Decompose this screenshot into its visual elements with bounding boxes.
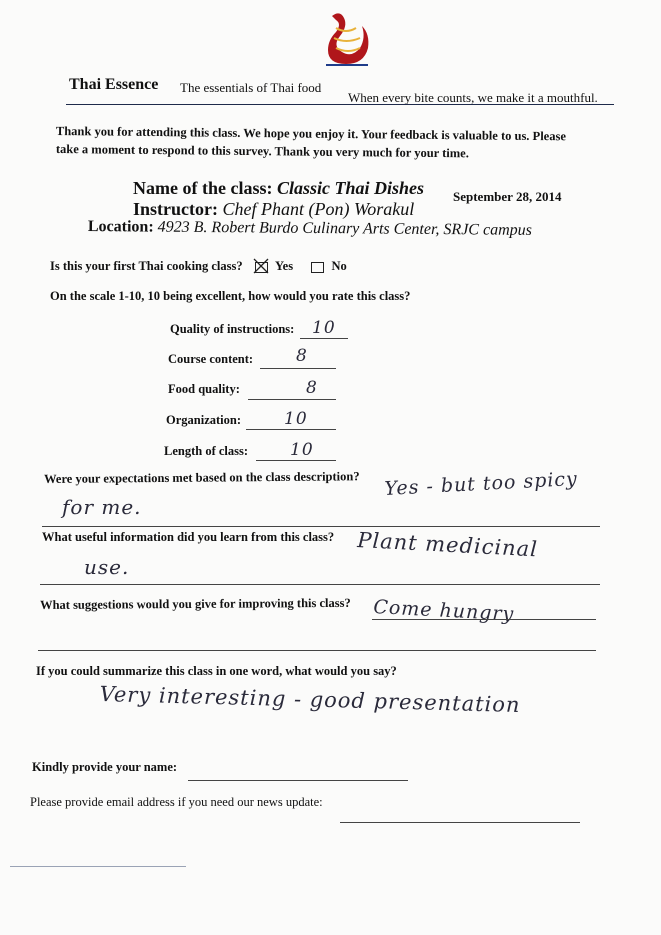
rating-value-length[interactable]: 10: [290, 440, 314, 460]
location-row: [88, 218, 532, 240]
suggestions-inline-line: [372, 619, 596, 620]
expectations-question: Were your expectations met based on the class description?: [44, 469, 360, 486]
suggestions-answer-1[interactable]: Come hungry: [372, 596, 515, 626]
checkmark-icon: [252, 257, 270, 275]
rating-value-organization[interactable]: 10: [284, 409, 308, 429]
rating-value-food[interactable]: 8: [306, 378, 318, 398]
thai-essence-logo: [322, 8, 372, 72]
no-label: No: [331, 259, 347, 273]
useful-info-answer-1[interactable]: Plant medicinal: [356, 528, 539, 562]
rating-label-length: Length of class:: [164, 444, 249, 458]
instructor-label: Instructor:: [133, 199, 218, 219]
name-label: Kindly provide your name:: [32, 760, 178, 774]
brand-tagline: The essentials of Thai food: [180, 80, 322, 95]
summary-question: If you could summarize this class in one word, what would you say?: [36, 664, 397, 678]
useful-info-question: What useful information did you learn from this class?: [42, 530, 335, 544]
rating-label-content: Course content:: [168, 352, 254, 366]
suggestions-question: What suggestions would you give for improving this class?: [40, 595, 351, 612]
class-date: September 28, 2014: [453, 189, 562, 204]
useful-info-line: [40, 584, 600, 585]
intro-line-1: Thank you for attending this class. We hope you enjoy it. Your feedback is valuable to us. Please: [55, 124, 567, 144]
rating-value-content[interactable]: 8: [296, 346, 308, 366]
rating-line-instructions: [300, 338, 348, 339]
expectations-answer-1[interactable]: Yes - but too spicy: [384, 467, 579, 500]
yes-checkbox[interactable]: [255, 262, 268, 273]
class-name-row: [133, 178, 424, 199]
first-class-question: Is this your first Thai cooking class?: [50, 259, 243, 273]
no-checkbox[interactable]: [311, 262, 324, 273]
brand-motto: When every bite counts, we make it a mouthful.: [348, 90, 598, 105]
rating-label-instructions: Quality of instructions:: [170, 322, 295, 336]
useful-info-answer-2[interactable]: use.: [84, 555, 130, 579]
rating-line-content: [260, 368, 336, 369]
rating-label-organization: Organization:: [166, 413, 241, 427]
expectations-line: [42, 526, 600, 527]
footer-divider: [10, 866, 186, 867]
instructor-row: [133, 199, 414, 220]
class-name-value: Classic Thai Dishes: [276, 178, 424, 198]
rating-line-organization: [246, 429, 336, 430]
brand-name: Thai Essence: [69, 76, 159, 93]
first-class-row: [50, 259, 347, 274]
email-label: Please provide email address if you need our news update:: [30, 795, 323, 809]
instructor-value: Chef Phant (Pon) Worakul: [222, 199, 415, 219]
suggestions-line: [38, 650, 596, 651]
rating-label-food: Food quality:: [168, 382, 240, 396]
location-label: Location:: [87, 218, 154, 236]
rating-question: On the scale 1-10, 10 being excellent, how would you rate this class?: [50, 289, 411, 303]
name-field[interactable]: [188, 780, 408, 781]
header-divider: [66, 104, 614, 105]
rating-line-food: [248, 399, 336, 400]
rating-line-length: [256, 460, 336, 461]
summary-answer[interactable]: Very interesting - good presentation: [99, 682, 521, 718]
email-field[interactable]: [340, 822, 580, 823]
class-name-label: Name of the class:: [133, 178, 273, 198]
expectations-answer-2[interactable]: for me.: [62, 495, 142, 519]
intro-line-2: take a moment to respond to this survey. Thank you very much for your time.: [55, 142, 469, 161]
location-value: 4923 B. Robert Burdo Culinary Arts Center, SRJC campus: [157, 218, 532, 239]
rating-value-instructions[interactable]: 10: [312, 318, 336, 338]
yes-label: Yes: [275, 259, 294, 273]
